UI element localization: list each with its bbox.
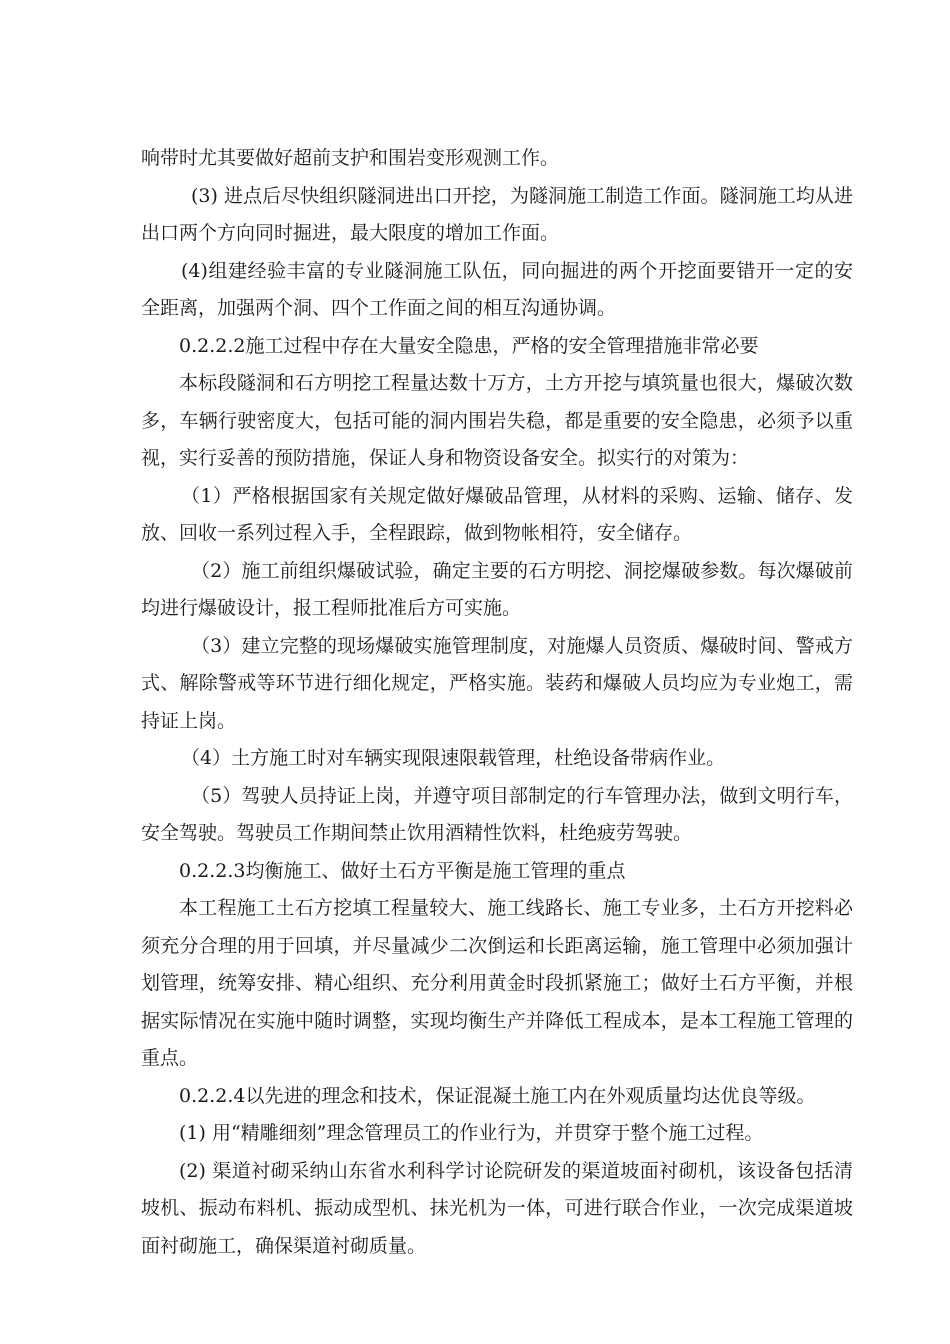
paragraph-safety-intro: 本标段隧洞和石方明挖工程量达数十万方，土方开挖与填筑量也很大，爆破次数多，车辆行驶密度大，包括可能的洞内围岩失稳，都是重要的安全隐患，必须予以重视，实行妥善的预防措施，保证人身和物资设备安全。拟实行的对策为： — [141, 372, 853, 469]
paragraph-safety-item-2: （2）施工前组织爆破试验，确定主要的石方明挖、洞挖爆破参数。每次爆破前均进行爆破设计，报工程师批准后方可实施。 — [141, 559, 853, 619]
paragraph-safety-item-4: （4）土方施工时对车辆实现限速限载管理，杜绝设备带病作业。 — [181, 747, 726, 769]
paragraph-safety-item-5: （5）驾驶人员持证上岗，并遵守项目部制定的行车管理办法，做到文明行车，安全驾驶。驾驶员工作期间禁止饮用酒精性饮料，杜绝疲劳驾驶。 — [141, 784, 853, 844]
paragraph-continuation: 响带时尤其要做好超前支护和围岩变形观测工作。 — [141, 147, 560, 169]
paragraph-quality-item-1: (1) 用“精雕细刻”理念管理员工的作业行为，并贯穿于整个施工过程。 — [179, 1122, 764, 1144]
paragraph-item-3-tunnel-portal: (3) 进点后尽快组织隧洞进出口开挖，为隧洞施工制造工作面。隧洞施工均从进出口两个方向同时掘进，最大限度的增加工作面。 — [141, 184, 853, 244]
section-heading-0-2-2-3: 0.2.2.3均衡施工、做好土石方平衡是施工管理的重点 — [179, 859, 626, 882]
paragraph-safety-item-3: （3）建立完整的现场爆破实施管理制度，对施爆人员资质、爆破时间、警戒方式、解除警戒等环节进行细化规定，严格实施。装药和爆破人员均应为专业炮工，需持证上岗。 — [141, 634, 853, 732]
paragraph-earthwork-balance: 本工程施工土石方挖填工程量较大、施工线路长、施工专业多，土石方开挖料必须充分合理的用于回填，并尽量减少二次倒运和长距离运输，施工管理中必须加强计划管理，统筹安排、精心组织、充分利用黄金时段抓紧施工；做好土石方平衡，并根据实际情况在实施中随时调整，实现均衡生产并降低工程成本，是本工程施工管理的重点。 — [141, 897, 853, 1069]
section-heading-0-2-2-2: 0.2.2.2施工过程中存在大量安全隐患，严格的安全管理措施非常必要 — [179, 334, 759, 357]
paragraph-quality-item-2: (2) 渠道衬砌采纳山东省水利科学讨论院研发的渠道坡面衬砌机，该设备包括清坡机、振动布料机、振动成型机、抹光机为一体，可进行联合作业，一次完成渠道坡面衬砌施工，确保渠道衬砌质量。 — [141, 1159, 853, 1257]
paragraph-item-4-tunnel-team: (4)组建经验丰富的专业隧洞施工队伍，同向掘进的两个开挖面要错开一定的安全距离，加强两个洞、四个工作面之间的相互沟通协调。 — [141, 259, 853, 319]
section-heading-0-2-2-4: 0.2.2.4以先进的理念和技术，保证混凝土施工内在外观质量均达优良等级。 — [179, 1084, 816, 1107]
paragraph-safety-item-1: （1）严格根据国家有关规定做好爆破品管理，从材料的采购、运输、储存、发放、回收一系列过程入手，全程跟踪，做到物帐相符，安全储存。 — [141, 484, 853, 544]
document-body — [141, 140, 853, 1265]
